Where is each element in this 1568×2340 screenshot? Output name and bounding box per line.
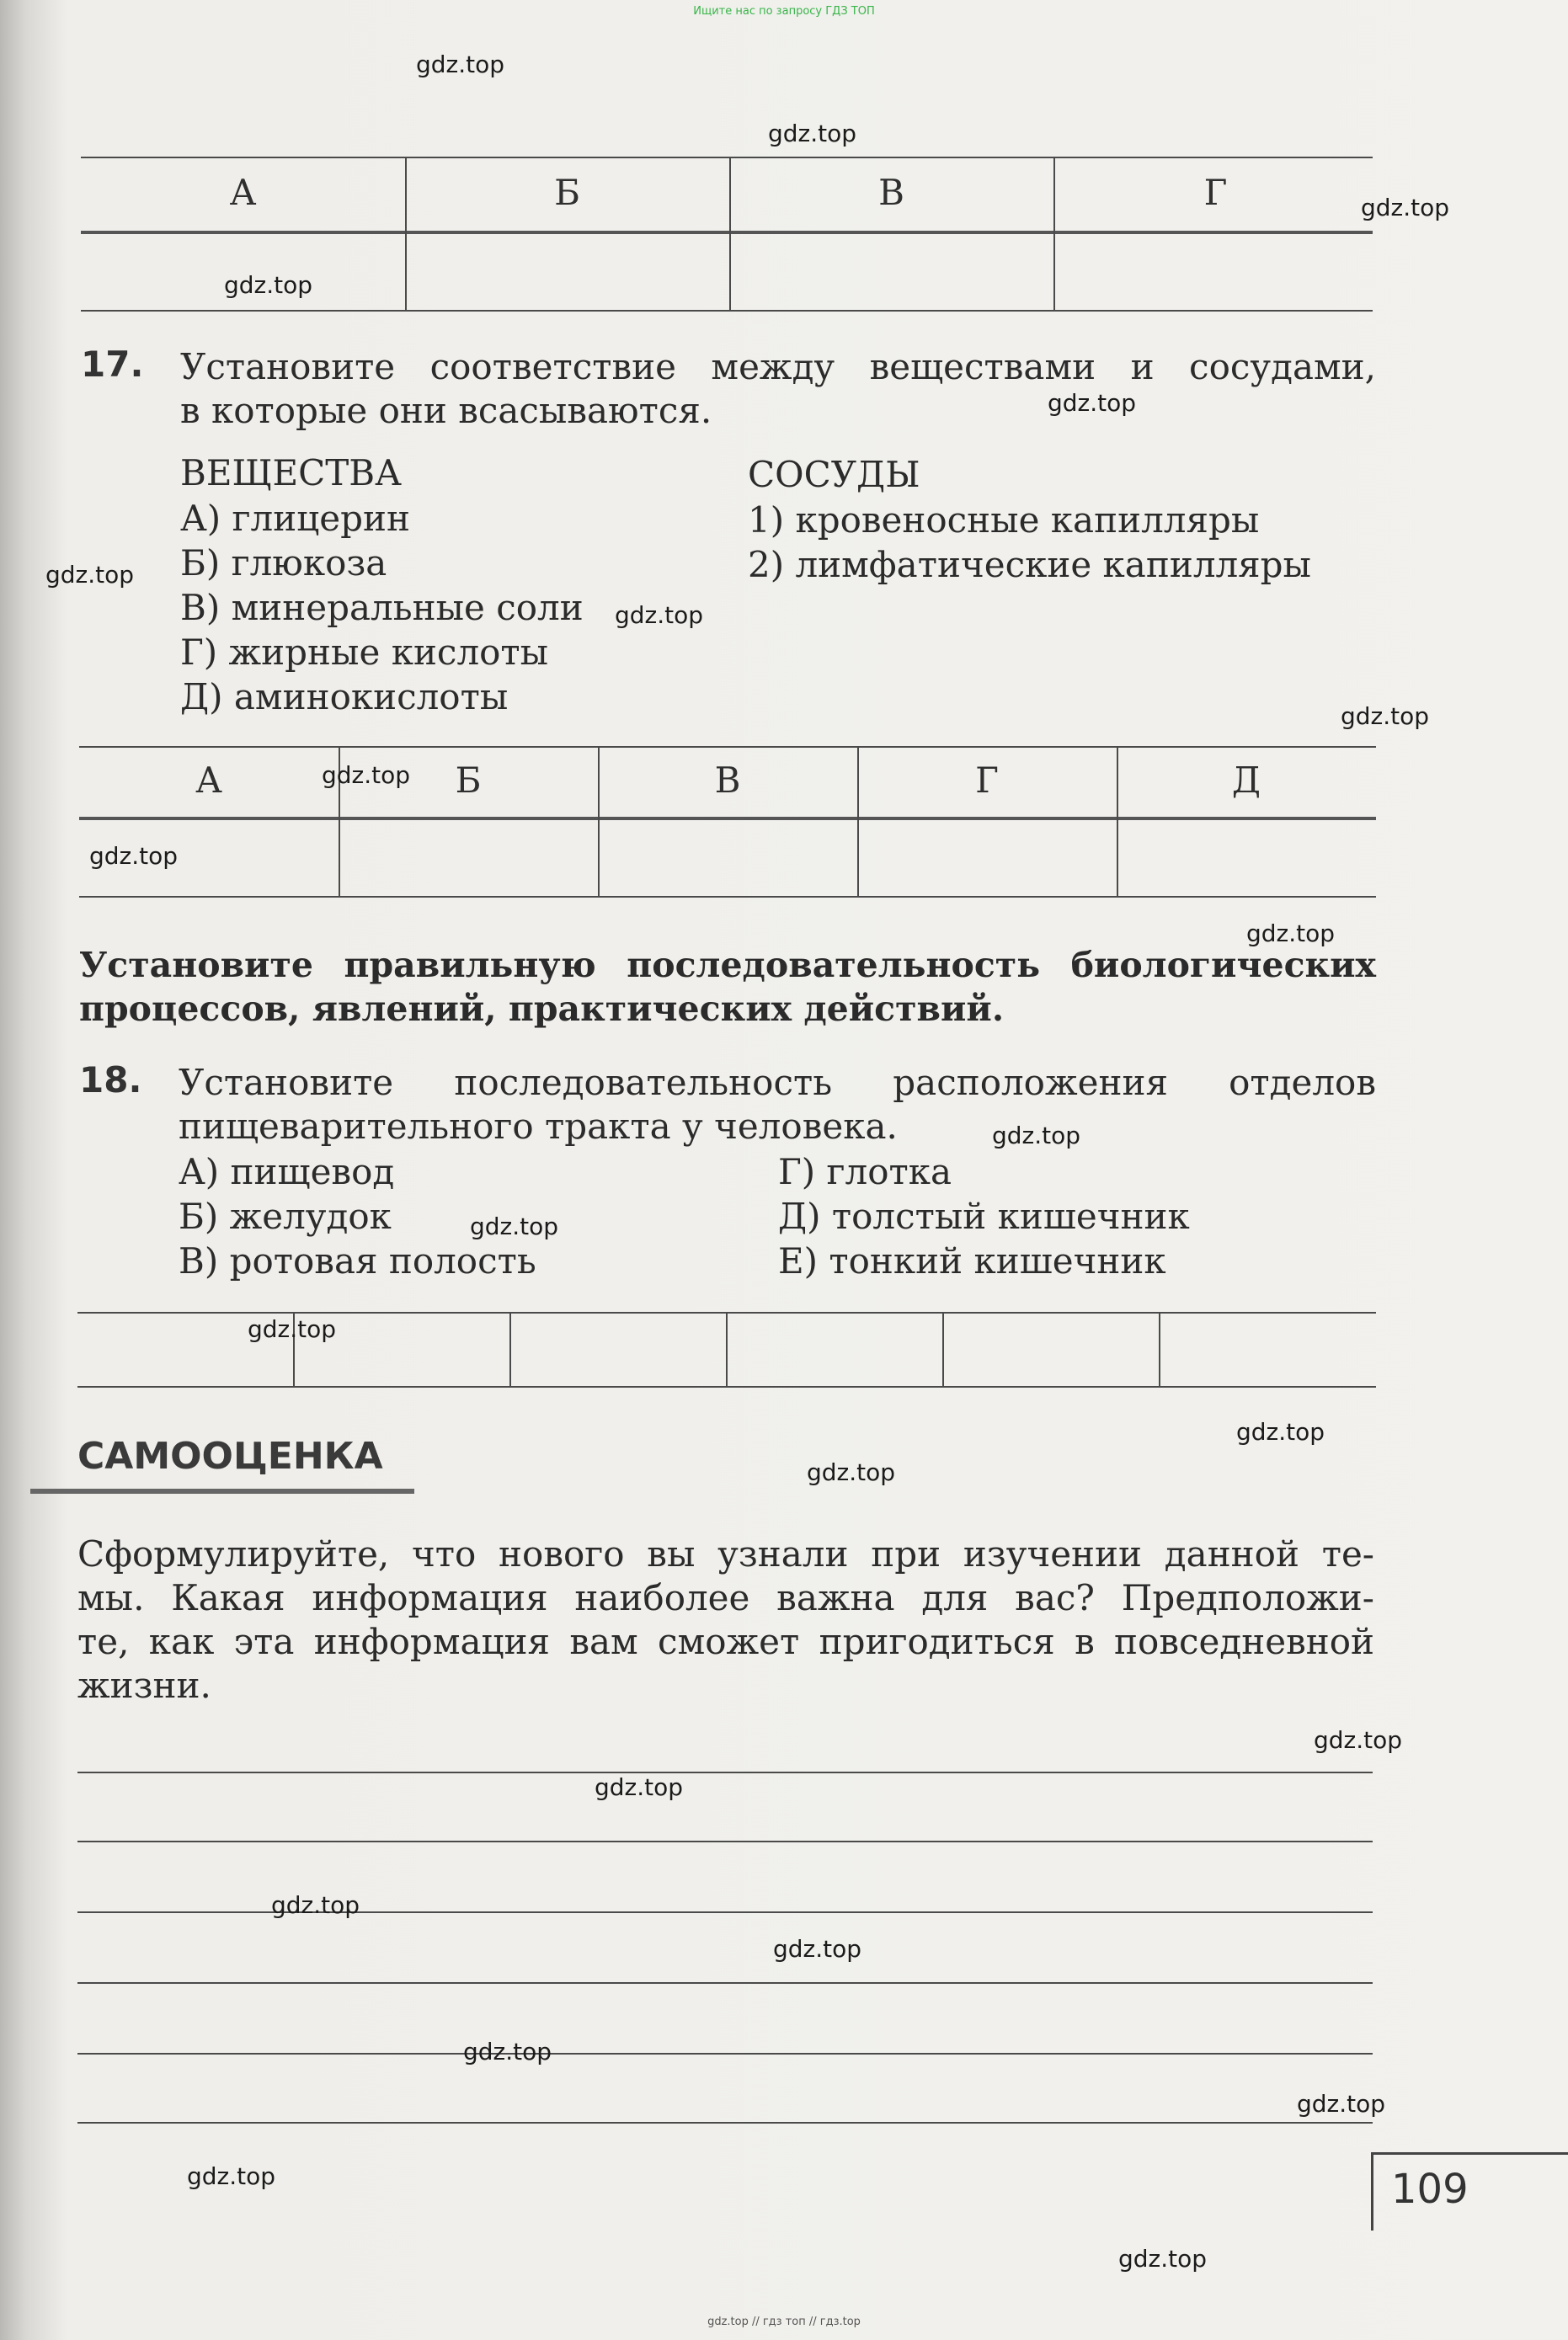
column-heading: ВЕЩЕСТВА <box>180 452 402 493</box>
table-header-cell: А <box>229 172 257 213</box>
option-item: 1) кровеносные капилляры <box>748 499 1260 541</box>
watermark: gdz.top <box>248 1315 337 1343</box>
table-divider <box>726 1312 728 1388</box>
table-line <box>81 231 1373 234</box>
table-line <box>79 896 1376 898</box>
watermark: gdz.top <box>470 1213 559 1240</box>
table-header-cell: В <box>878 172 904 213</box>
watermark: gdz.top <box>595 1773 684 1801</box>
column-heading: СОСУДЫ <box>748 454 920 495</box>
option-item: А) глицерин <box>180 498 410 539</box>
watermark: gdz.top <box>322 761 411 789</box>
watermark: gdz.top <box>187 2162 276 2190</box>
section-instruction <box>79 943 1376 1031</box>
watermark: gdz.top <box>1236 1418 1325 1446</box>
watermark: gdz.top <box>768 120 857 147</box>
question-line: Установите последовательность расположения отделов <box>179 1062 1376 1103</box>
option-item: А) пищевод <box>179 1151 395 1192</box>
table-header-cell: В <box>714 760 741 801</box>
table-line <box>81 157 1373 158</box>
question-line: в которые они всасываются. <box>180 390 712 431</box>
writing-line <box>77 1841 1373 1842</box>
watermark: gdz.top <box>615 601 704 629</box>
watermark: gdz.top <box>1246 919 1336 947</box>
writing-line <box>77 1772 1373 1773</box>
table-header-cell: Г <box>1203 172 1228 213</box>
writing-line <box>77 1982 1373 1984</box>
table-header-cell: Д <box>1231 760 1261 801</box>
watermark: gdz.top <box>271 1891 360 1919</box>
instruction-line: процессов, явлений, практических действий. <box>79 989 1005 1029</box>
table-line <box>79 746 1376 748</box>
table-line <box>81 310 1373 312</box>
bottom-note: gdz.top // гдз топ // гдз.top <box>707 2316 861 2328</box>
option-item: Д) аминокислоты <box>180 676 509 717</box>
paragraph-line: жизни. <box>77 1665 211 1706</box>
option-item: Б) желудок <box>179 1196 392 1237</box>
option-item: 2) лимфатические капилляры <box>748 544 1311 585</box>
table-header-cell: Б <box>554 172 580 213</box>
option-item: В) минеральные соли <box>180 587 584 628</box>
option-item: Д) толстый кишечник <box>778 1196 1190 1237</box>
watermark: gdz.top <box>89 842 179 870</box>
question-17-text <box>180 345 1376 433</box>
table-divider <box>1159 1312 1160 1388</box>
option-item: Е) тонкий кишечник <box>778 1240 1166 1282</box>
section-heading: САМООЦЕНКА <box>77 1435 383 1478</box>
question-line: пищеварительного тракта у человека. <box>179 1106 898 1147</box>
page-number: 109 <box>1391 2166 1469 2213</box>
table-header-cell: Г <box>975 760 999 801</box>
writing-line <box>77 2122 1373 2124</box>
option-item: В) ротовая полость <box>179 1240 536 1282</box>
watermark: gdz.top <box>224 271 313 299</box>
watermark: gdz.top <box>1361 194 1450 221</box>
top-note: Ищите нас по запросу ГДЗ ТОП <box>693 5 875 18</box>
table-divider <box>942 1312 944 1388</box>
watermark: gdz.top <box>807 1458 896 1486</box>
self-assessment-text <box>77 1532 1374 1708</box>
paragraph-line: мы. Какая информация наиболее важна для вас? Предположи- <box>77 1577 1374 1618</box>
watermark: gdz.top <box>463 2038 552 2065</box>
watermark: gdz.top <box>1048 389 1137 417</box>
table-header-cell: А <box>195 760 222 801</box>
watermark: gdz.top <box>416 51 505 78</box>
watermark: gdz.top <box>1297 2090 1386 2118</box>
watermark: gdz.top <box>992 1122 1081 1149</box>
question-line: Установите соответствие между веществами и сосудами, <box>180 346 1376 387</box>
question-18-text <box>179 1061 1376 1149</box>
watermark: gdz.top <box>773 1935 862 1963</box>
question-number: 17. <box>81 344 144 385</box>
watermark: gdz.top <box>1314 1726 1403 1754</box>
watermark: gdz.top <box>45 561 135 589</box>
question-number: 18. <box>79 1059 142 1101</box>
paragraph-line: Сформулируйте, что нового вы узнали при изучении данной те- <box>77 1533 1374 1575</box>
option-item: Г) глотка <box>778 1151 952 1192</box>
table-line <box>79 817 1376 820</box>
option-item: Б) глюкоза <box>180 542 387 584</box>
watermark: gdz.top <box>1341 702 1430 730</box>
writing-line <box>77 2053 1373 2055</box>
instruction-line: Установите правильную последовательность биологических <box>79 945 1376 985</box>
table-divider <box>509 1312 511 1388</box>
heading-underline <box>30 1489 414 1494</box>
paragraph-line: те, как эта информация вам сможет пригодиться в повседневной <box>77 1621 1374 1662</box>
table-header-cell: Б <box>455 760 482 801</box>
option-item: Г) жирные кислоты <box>180 632 549 673</box>
watermark: gdz.top <box>1118 2245 1208 2273</box>
